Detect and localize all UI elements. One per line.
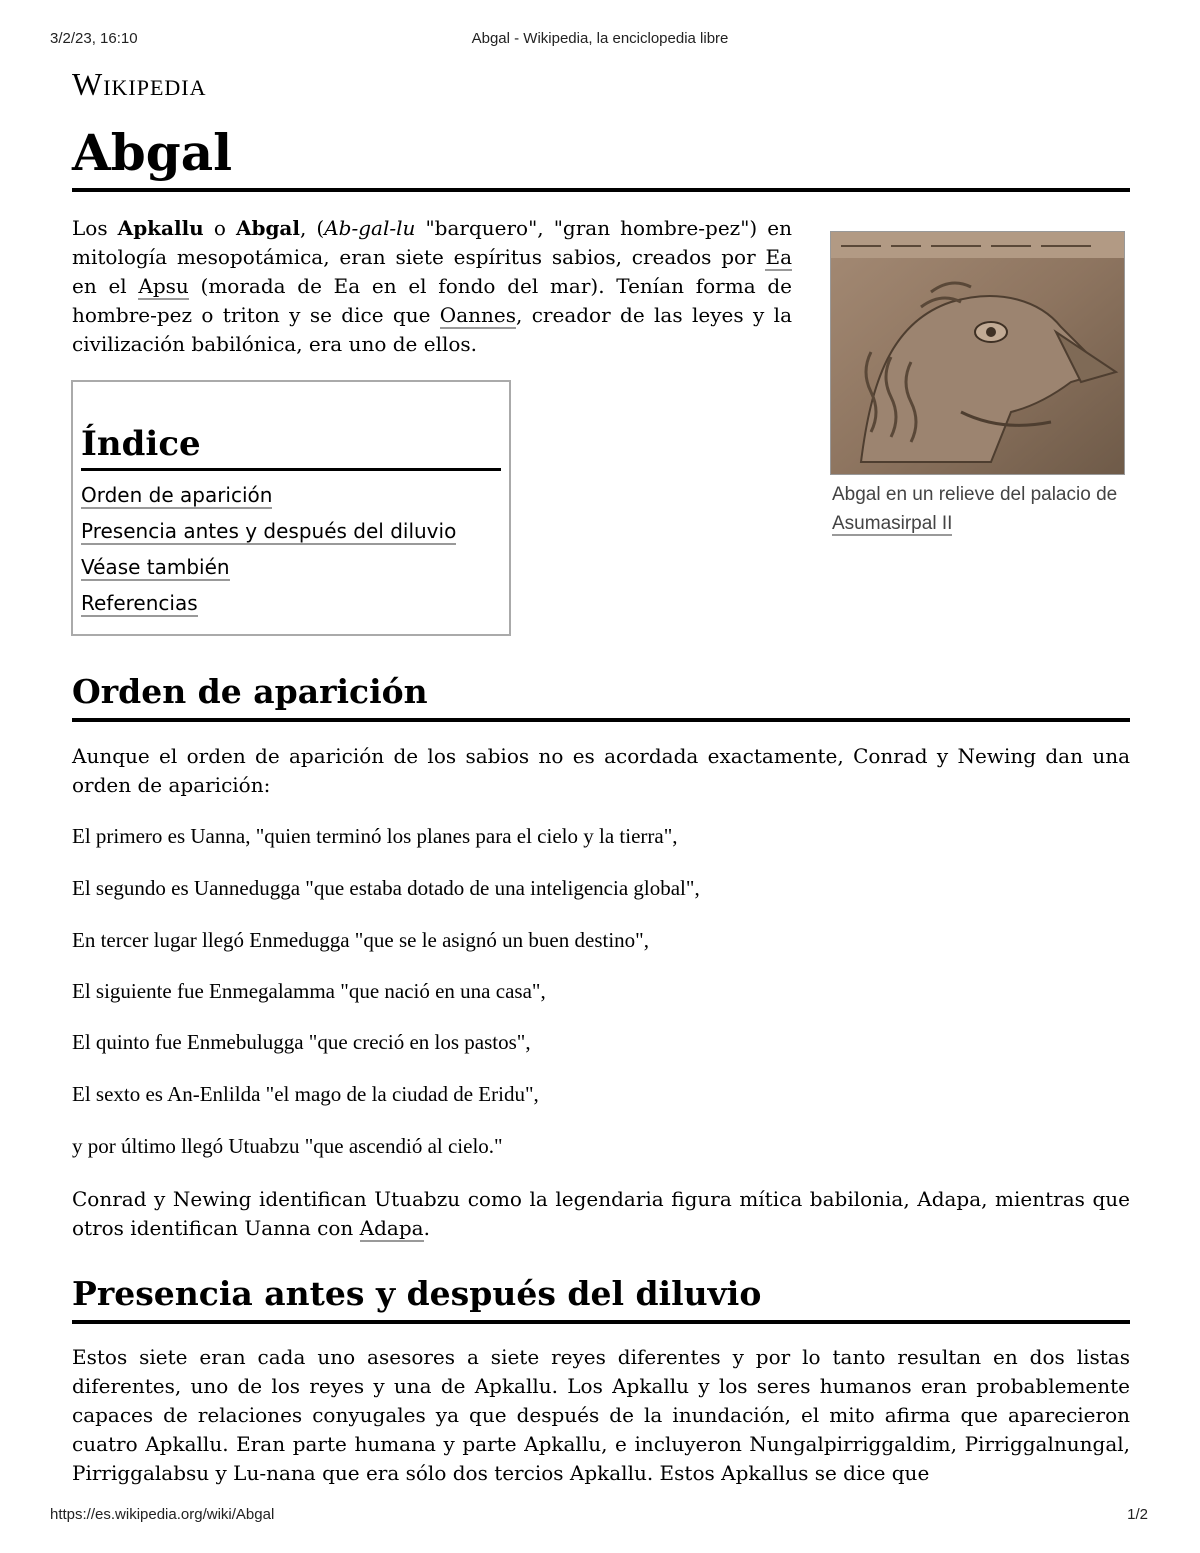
heading-presencia-diluvio: Presencia antes y después del diluvio bbox=[72, 1272, 1130, 1324]
list-item: y por último llegó Utuabzu "que ascendió al cielo." bbox=[72, 1134, 503, 1158]
section1-intro-paragraph: Aunque el orden de aparición de los sabios no es acordada exactamente, Conrad y Newing dan una orden de aparición: bbox=[72, 744, 1130, 797]
print-page-number: 1/2 bbox=[1127, 1506, 1148, 1523]
intro-paragraph: Los Apkallu o Abgal, (Ab-gal-lu "barquero", "gran hombre-pez") en mitología mesopotámica, eran siete espíritus sabios, creados por Ea en el Apsu (morada de Ea en el fondo del mar). Tenían forma de hombre-pez o triton y se dice que Oannes, creador de las leyes y la civilización babilónica, era uno de ellos. bbox=[72, 216, 792, 356]
link-ea[interactable]: Ea bbox=[765, 245, 792, 269]
list-item: El sexto es An-Enlilda "el mago de la ciudad de Eridu", bbox=[72, 1082, 539, 1106]
relief-illustration bbox=[831, 232, 1125, 475]
list-item: El segundo es Uannedugga "que estaba dotado de una inteligencia global", bbox=[72, 876, 700, 900]
abgal-relief-image[interactable] bbox=[830, 231, 1125, 475]
section1-closing-paragraph: Conrad y Newing identifican Utuabzu como la legendaria figura mítica babilonia, Adapa, mientras que otros identifican Uanna con Adapa. bbox=[72, 1187, 1130, 1240]
print-url: https://es.wikipedia.org/wiki/Abgal bbox=[50, 1506, 275, 1523]
print-page-title: Abgal - Wikipedia, la enciclopedia libre bbox=[471, 30, 729, 47]
article-title: Abgal bbox=[72, 122, 1130, 192]
heading-orden-de-aparicion: Orden de aparición bbox=[72, 670, 1130, 722]
wikipedia-logo[interactable]: Wikipedia bbox=[72, 66, 207, 102]
list-item: El primero es Uanna, "quien terminó los planes para el cielo y la tierra", bbox=[72, 824, 678, 848]
link-adapa[interactable]: Adapa bbox=[359, 1216, 424, 1240]
link-apsu[interactable]: Apsu bbox=[138, 274, 189, 298]
link-oannes[interactable]: Oannes bbox=[439, 303, 516, 327]
list-item: El quinto fue Enmebulugga "que creció en los pastos", bbox=[72, 1030, 531, 1054]
section2-paragraph: Estos siete eran cada uno asesores a siete reyes diferentes y por lo tanto resultan en dos listas diferentes, uno de los reyes y una de Apkallu. Los Apkallu y los seres humanos eran probablemente capaces de relaciones conyugales ya que después de la inundación, el mito afirma que aparecieron cuatro Apkallu. Eran parte humana y parte Apkallu, e incluyeron Nungalpirriggaldim, Pirriggalnungal, Pirriggalabsu y Lu-nana que era sólo dos tercios Apkallu. Estos Apkallus se dice que bbox=[72, 1345, 1130, 1485]
list-item: En tercer lugar llegó Enmedugga "que se le asignó un buen destino", bbox=[72, 928, 649, 952]
link-asumasirpal[interactable]: Asumasirpal II bbox=[832, 513, 953, 534]
list-item: El siguiente fue Enmegalamma "que nació en una casa", bbox=[72, 979, 546, 1003]
table-of-contents bbox=[71, 380, 511, 636]
image-caption: Abgal en un relieve del palacio de Asumasirpal II bbox=[832, 484, 1118, 534]
toc-item-orden[interactable]: Orden de aparición bbox=[81, 483, 273, 507]
print-date: 3/2/23, 16:10 bbox=[50, 30, 138, 47]
toc-item-presencia[interactable]: Presencia antes y después del diluvio bbox=[81, 519, 457, 543]
toc-title: Índice bbox=[81, 422, 501, 471]
toc-item-referencias[interactable]: Referencias bbox=[81, 591, 198, 615]
toc-item-vease[interactable]: Véase también bbox=[81, 555, 230, 579]
